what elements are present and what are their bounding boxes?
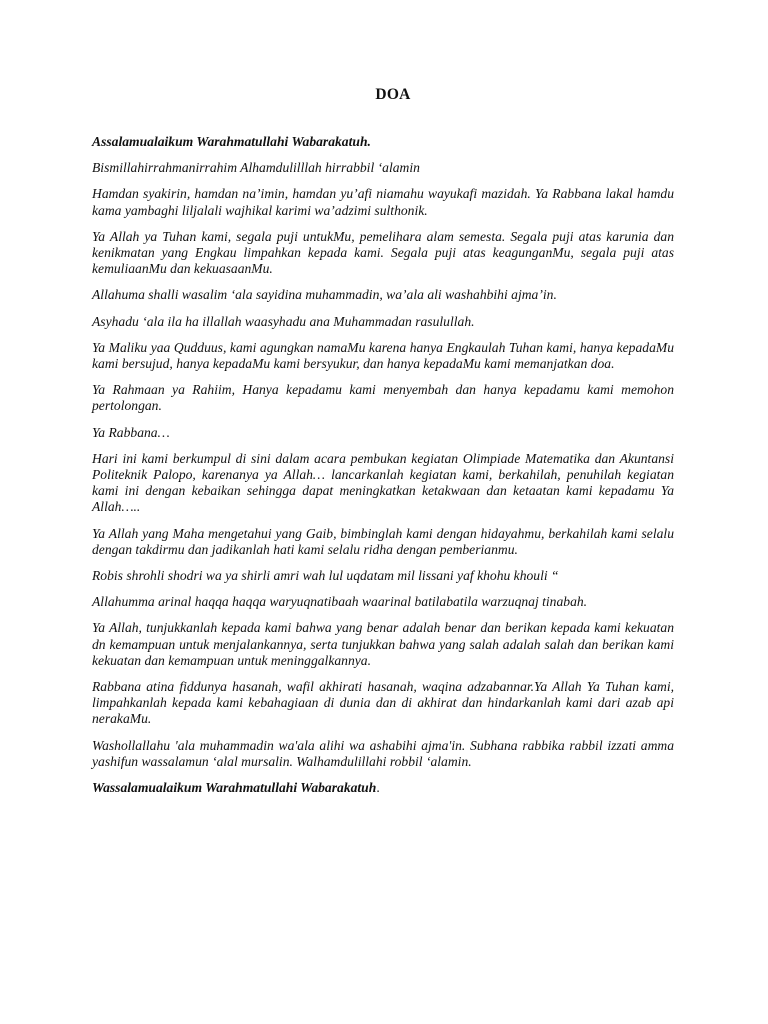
closing-greeting xyxy=(92,780,674,796)
paragraph-13: Ya Allah, tunjukkanlah kepada kami bahwa yang benar adalah benar dan berikan kepada kami kekuatan dn kemampuan untuk menjalankannya, serta tunjukkan bahwa yang salah adalah salah dan berikan kami kekuatan dan kemampuan untuk meninggalkannya. xyxy=(92,620,674,668)
paragraph-2: Hamdan syakirin, hamdan na’imin, hamdan yu’afi niamahu wayukafi mazidah. Ya Rabbana lakal hamdu kama yambaghi liljalali wajhikal karimi wa’adzimi sulthonik. xyxy=(92,186,674,218)
paragraph-9: Hari ini kami berkumpul di sini dalam acara pembukan kegiatan Olimpiade Matematika dan Akuntansi Politeknik Palopo, karenanya ya Allah… lancarkanlah kegiatan kami, berkahilah, penuhilah kegiatan kami ini dengan kebaikan sehingga dapat meningkatkan ketakwaan dan ketaatan kami kepadamu Ya Allah….. xyxy=(92,450,674,515)
closing-text: Wassalamualaikum Warahmatullahi Wabarakatuh xyxy=(92,780,377,796)
paragraph-5: Asyhadu ‘ala ila ha illallah waasyhadu ana Muhammadan rasulullah. xyxy=(92,313,475,329)
paragraph-8: Ya Rabbana… xyxy=(92,424,170,440)
paragraph-7: Ya Rahmaan ya Rahiim, Hanya kepadamu kami menyembah dan hanya kepadamu kami memohon pertolongan. xyxy=(92,382,674,414)
paragraph-11: Robis shrohli shodri wa ya shirli amri wah lul uqdatam mil lissani yaf khohu khouli “ xyxy=(92,568,559,584)
paragraph-10: Ya Allah yang Maha mengetahui yang Gaib, bimbinglah kami dengan hidayahmu, berkahilah kami selalu dengan takdirmu dan jadikanlah hati kami selalu ridha dengan pemberianmu. xyxy=(92,525,674,557)
closing-period: . xyxy=(376,780,380,796)
paragraph-6: Ya Maliku yaa Qudduus, kami agungkan namaMu karena hanya Engkaulah Tuhan kami, hanya kepadaMu kami bersujud, hanya kepadaMu kami bersyukur, dan hanya kepadaMu kami memanjatkan doa. xyxy=(92,339,674,372)
document-page xyxy=(92,86,674,796)
paragraph-4: Allahuma shalli wasalim ‘ala sayidina muhammadin, wa’ala ali washahbihi ajma’in. xyxy=(92,287,557,303)
opening-greeting: Assalamualaikum Warahmatullahi Wabarakatuh. xyxy=(92,134,371,149)
paragraph-3: Ya Allah ya Tuhan kami, segala puji untukMu, pemelihara alam semesta. Segala puji atas karunia dan kenikmatan yang Engkau limpahkan kepada kami. Segala puji atas keagunganMu, segala puji atas kemuliaanMu dan kekuasaanMu. xyxy=(92,228,674,277)
paragraph-15: Washollallahu 'ala muhammadin wa'ala alihi wa ashabihi ajma'in. Subhana rabbika rabbil izzati amma yashifun wassalamun ‘alal mursalin. Walhamdulillahi robbil ‘alamin. xyxy=(92,737,674,769)
document-title: DOA xyxy=(375,86,411,103)
paragraph-12: Allahumma arinal haqqa haqqa waryuqnatibaah waarinal batilabatila warzuqnaj tinabah. xyxy=(92,594,588,610)
paragraph-14: Rabbana atina fiddunya hasanah, wafil akhirati hasanah, waqina adzabannar.Ya Allah Ya Tuhan kami, limpahkanlah kepada kami kebahagiaan di dunia dan di akhirat dan hindarkanlah kami dari azab api nerakaMu. xyxy=(92,679,674,727)
paragraph-1: Bismillahirrahmanirrahim Alhamdulilllah hirrabbil ‘alamin xyxy=(92,160,420,176)
